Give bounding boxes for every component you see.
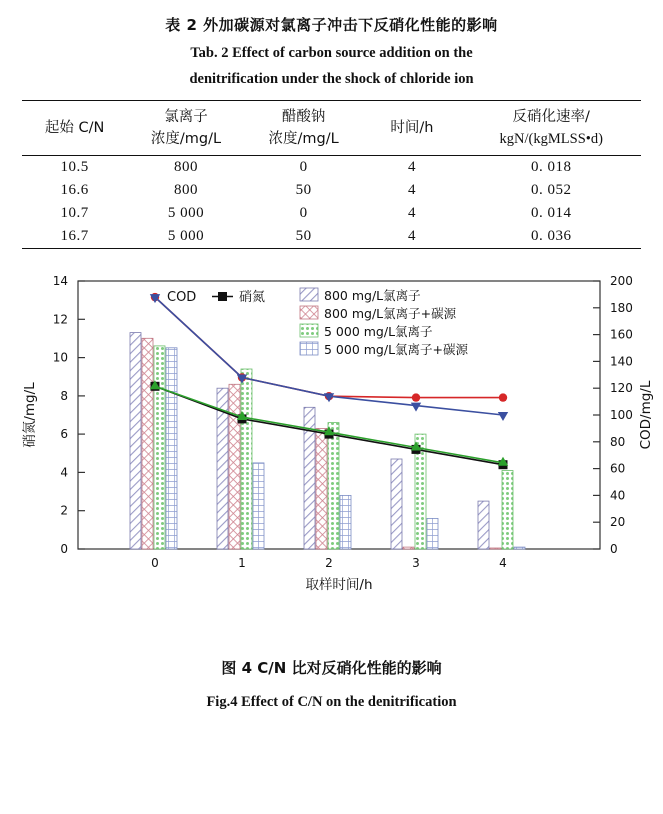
table-cell: 0: [299, 205, 308, 221]
svg-text:1: 1: [238, 556, 246, 570]
legend-label-nitrate: 硝氮: [239, 290, 266, 305]
chart-svg: [0, 271, 663, 646]
svg-text:12: 12: [52, 312, 68, 327]
denitrification-table: [22, 100, 641, 249]
svg-text:8: 8: [60, 388, 68, 403]
svg-text:0: 0: [60, 542, 68, 556]
svg-text:60: 60: [610, 461, 626, 476]
table-header-chloride-line2: 浓度/mg/L: [150, 131, 222, 147]
svg-text:120: 120: [610, 381, 633, 396]
table-header-row: [22, 101, 641, 156]
svg-text:2: 2: [325, 556, 333, 570]
table-header-acetate-line1: 醋酸钠: [281, 109, 326, 125]
table-header-initial-cn: [22, 101, 127, 156]
table-cell: 0. 052: [530, 182, 572, 198]
svg-text:40: 40: [610, 488, 626, 503]
table-cell: 0: [245, 156, 363, 180]
y-axis-right-title: COD/mg/L: [638, 380, 654, 450]
table-header-chloride-line1: 氯离子: [164, 109, 208, 125]
table-caption-english: [0, 35, 663, 92]
legend-label-800: 800 mg/L氯离子: [324, 288, 421, 303]
table-cell: 5 000: [167, 205, 205, 221]
figure-4: [0, 271, 663, 710]
table-head: [22, 101, 641, 156]
svg-text:80: 80: [610, 434, 626, 449]
table-cell: 0. 036: [461, 225, 641, 249]
svg-text:14: 14: [52, 274, 68, 288]
table-caption-english-line1: Tab. 2 Effect of carbon source addition on the: [190, 45, 473, 61]
legend-label-5000-carbon: 5 000 mg/L氯离子+碳源: [324, 342, 469, 357]
table-body: [22, 156, 641, 249]
legend-label-5000: 5 000 mg/L氯离子: [324, 324, 433, 339]
figure-caption-english: Fig.4 Effect of C/N on the denitrification: [206, 694, 457, 710]
table-cell: 10.5: [22, 156, 127, 180]
table-header-acetate: [245, 101, 363, 156]
table-row: [22, 156, 641, 180]
svg-text:3: 3: [412, 556, 420, 570]
table-caption-chinese: 表 2 外加碳源对氯离子冲击下反硝化性能的影响: [165, 16, 498, 34]
figure-caption-chinese: 图 4 C/N 比对反硝化性能的影响: [221, 659, 442, 677]
x-axis-title: 取样时间/h: [305, 577, 373, 593]
svg-text:4: 4: [499, 556, 507, 570]
table-cell: 0. 014: [530, 205, 572, 221]
table-row: [22, 179, 641, 202]
legend-swatch-800: [300, 288, 318, 301]
plot-area: [21, 274, 654, 593]
table-wrapper: [22, 100, 641, 249]
table-cell: 0. 018: [461, 156, 641, 180]
svg-text:200: 200: [610, 274, 633, 288]
table-cell: 4: [407, 205, 416, 221]
table-cell: 4: [362, 156, 461, 180]
table-header-acetate-line2: 浓度/mg/L: [268, 131, 339, 147]
table-cell: 5 000: [127, 225, 245, 249]
svg-text:6: 6: [60, 427, 68, 442]
svg-text:160: 160: [610, 327, 633, 342]
table-row: [22, 202, 641, 225]
table-cell: 50: [245, 225, 363, 249]
table-header-rate-line2: kgN/(kgMLSS•d): [499, 131, 603, 147]
svg-text:100: 100: [610, 408, 633, 422]
svg-text:2: 2: [60, 503, 68, 518]
table-header-time-line1: 时间/h: [390, 120, 434, 136]
table-row: [22, 225, 641, 249]
table-cell: 4: [362, 225, 461, 249]
table-header-chloride: [127, 101, 245, 156]
svg-text:180: 180: [610, 300, 633, 315]
svg-text:140: 140: [610, 354, 633, 369]
legend-swatch-800-carbon: [300, 306, 318, 319]
y-axis-left-title: 硝氮/mg/L: [22, 382, 38, 448]
table-cell: 16.7: [22, 225, 127, 249]
svg-text:0: 0: [151, 556, 159, 570]
table-cell: 800: [174, 182, 199, 198]
table-cell: 16.6: [60, 182, 89, 198]
table-caption-english-line2: denitrification under the shock of chloride ion: [189, 71, 474, 87]
legend-swatch-5000: [300, 324, 318, 337]
table-header-time: [362, 101, 461, 156]
legend-label-800-carbon: 800 mg/L氯离子+碳源: [324, 306, 457, 321]
table-cell: 50: [295, 182, 312, 198]
svg-text:10: 10: [52, 350, 68, 365]
table-cell: 4: [407, 182, 416, 198]
table-cell: 800: [127, 156, 245, 180]
svg-text:4: 4: [60, 465, 68, 480]
legend-swatch-5000-carbon: [300, 342, 318, 355]
svg-text:0: 0: [610, 542, 618, 556]
svg-text:20: 20: [610, 515, 626, 530]
table-header-rate: [461, 101, 641, 156]
table-header-initial-cn-line1: 起始 C/N: [44, 120, 105, 136]
legend-label-cod: COD: [167, 290, 197, 305]
table-cell: 10.7: [60, 205, 89, 221]
table-header-rate-line1: 反硝化速率/: [512, 109, 590, 125]
